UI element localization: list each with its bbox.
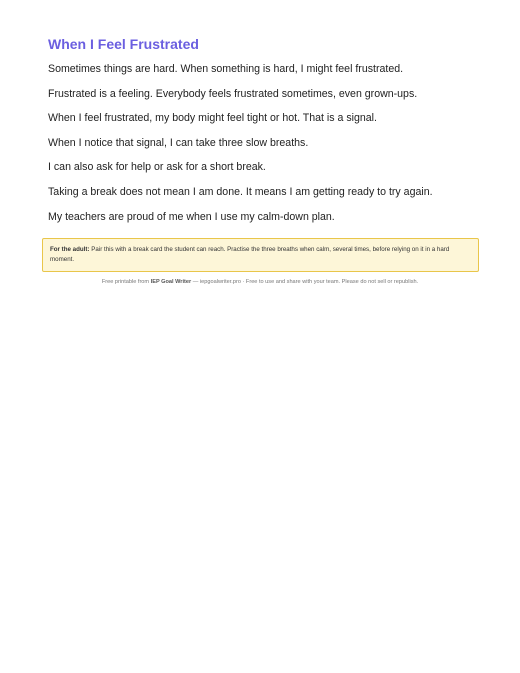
adult-note-text: Pair this with a break card the student can reach. Practise the three breaths when calm, several times, before relying on it in a hard moment. bbox=[50, 246, 450, 263]
story-line: Sometimes things are hard. When something is hard, I might feel frustrated. bbox=[48, 63, 404, 75]
page-title: When I Feel Frustrated bbox=[48, 36, 199, 52]
footer-prefix: Free printable from bbox=[101, 279, 150, 285]
story-line: Frustrated is a feeling. Everybody feels frustrated sometimes, even grown-ups. bbox=[48, 87, 418, 100]
story-line: When I feel frustrated, my body might feel tight or hot. That is a signal. bbox=[48, 112, 377, 125]
footer-brand: IEP Goal Writer bbox=[150, 279, 192, 285]
story-line: I can also ask for help or ask for a short break. bbox=[48, 161, 266, 174]
story-page bbox=[48, 34, 478, 234]
footer-suffix: — iepgoalwriter.pro · Free to use and share with your team. Please do not sell or republish. bbox=[192, 279, 419, 285]
story-line: My teachers are proud of me when I use my calm-down plan. bbox=[48, 210, 335, 223]
story-line: Taking a break does not mean I am done. It means I am getting ready to try again. bbox=[48, 185, 433, 198]
story-line: When I notice that signal, I can take three slow breaths. bbox=[48, 136, 309, 149]
adult-note bbox=[42, 238, 479, 272]
footer bbox=[0, 278, 520, 286]
adult-note-label: For the adult: bbox=[50, 246, 90, 253]
